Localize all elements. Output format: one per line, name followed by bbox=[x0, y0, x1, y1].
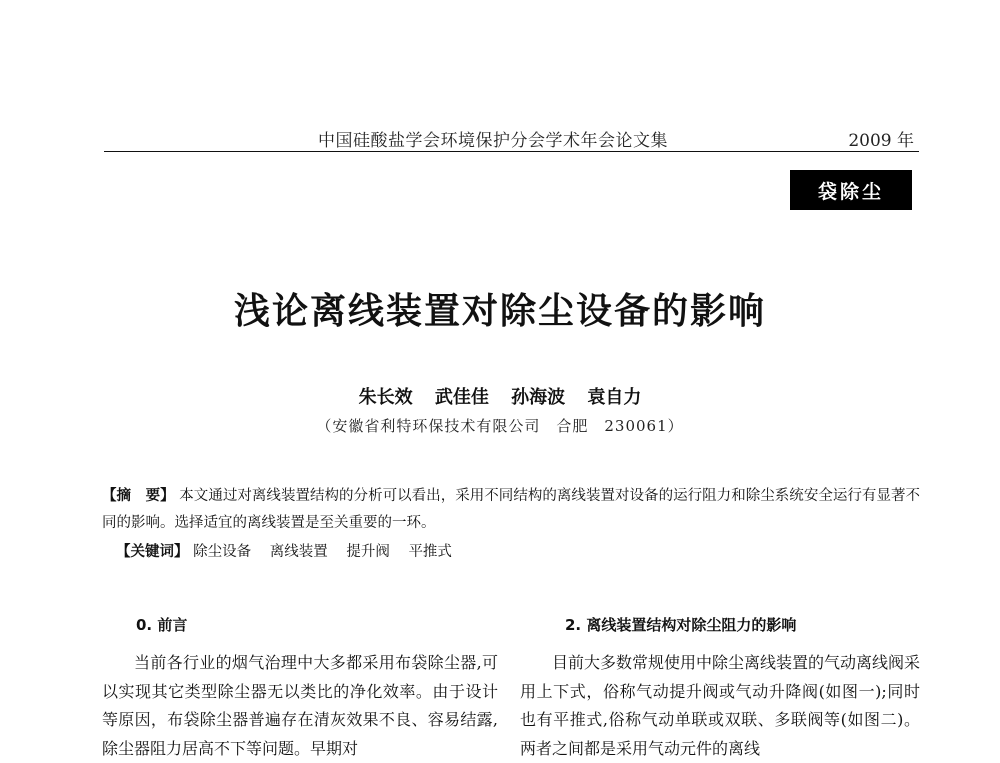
paper-title: 浅论离线装置对除尘设备的影响 bbox=[233, 290, 766, 332]
left-column bbox=[102, 649, 498, 763]
section-heading-resistance: 2. 离线装置结构对除尘阻力的影响 bbox=[565, 616, 797, 634]
keyword: 平推式 bbox=[408, 544, 452, 560]
author-name: 武佳佳 bbox=[434, 387, 489, 408]
affiliation: （安徽省利特环保技术有限公司 合肥 230061） bbox=[316, 417, 684, 435]
keyword: 离线装置 bbox=[269, 544, 328, 560]
author-name: 孙海波 bbox=[511, 387, 566, 408]
keywords-label: 【关键词】 bbox=[116, 544, 189, 560]
section-heading-intro: 0. 前言 bbox=[136, 616, 188, 634]
abstract-label: 【摘 要】 bbox=[102, 488, 175, 504]
header-year: 2009 年 bbox=[848, 131, 914, 151]
resistance-paragraph: 目前大多数常规使用中除尘离线装置的气动离线阀采用上下式，俗称气动提升阀或气动升降阀(如图一);同时也有平推式,俗称气动单联或双联、多联阀等(如图二)。两者之间都是采用气动元件的离线 bbox=[520, 653, 921, 758]
abstract bbox=[102, 483, 920, 537]
right-column bbox=[520, 649, 920, 763]
abstract-text: 本文通过对离线装置结构的分析可以看出，采用不同结构的离线装置对设备的运行阻力和除尘系统安全运行有显著不同的影响。选择适宜的离线装置是至关重要的一环。 bbox=[102, 488, 921, 531]
header-rule bbox=[104, 151, 919, 152]
keywords bbox=[116, 539, 916, 566]
intro-paragraph: 当前各行业的烟气治理中大多都采用布袋除尘器,可以实现其它类型除尘器无以类比的净化效率。由于设计等原因，布袋除尘器普遍存在清灰效果不良、容易结露,除尘器阻力居高不下等问题。早期对 bbox=[102, 653, 498, 758]
author-name: 袁自力 bbox=[587, 387, 642, 408]
section-badge: 袋除尘 bbox=[790, 170, 912, 210]
keyword: 除尘设备 bbox=[193, 544, 252, 560]
keyword: 提升阀 bbox=[346, 544, 390, 560]
journal-header: 中国硅酸盐学会环境保护分会学术年会论文集 bbox=[318, 131, 668, 151]
author-name: 朱长效 bbox=[358, 387, 413, 408]
author-list bbox=[0, 383, 1000, 409]
